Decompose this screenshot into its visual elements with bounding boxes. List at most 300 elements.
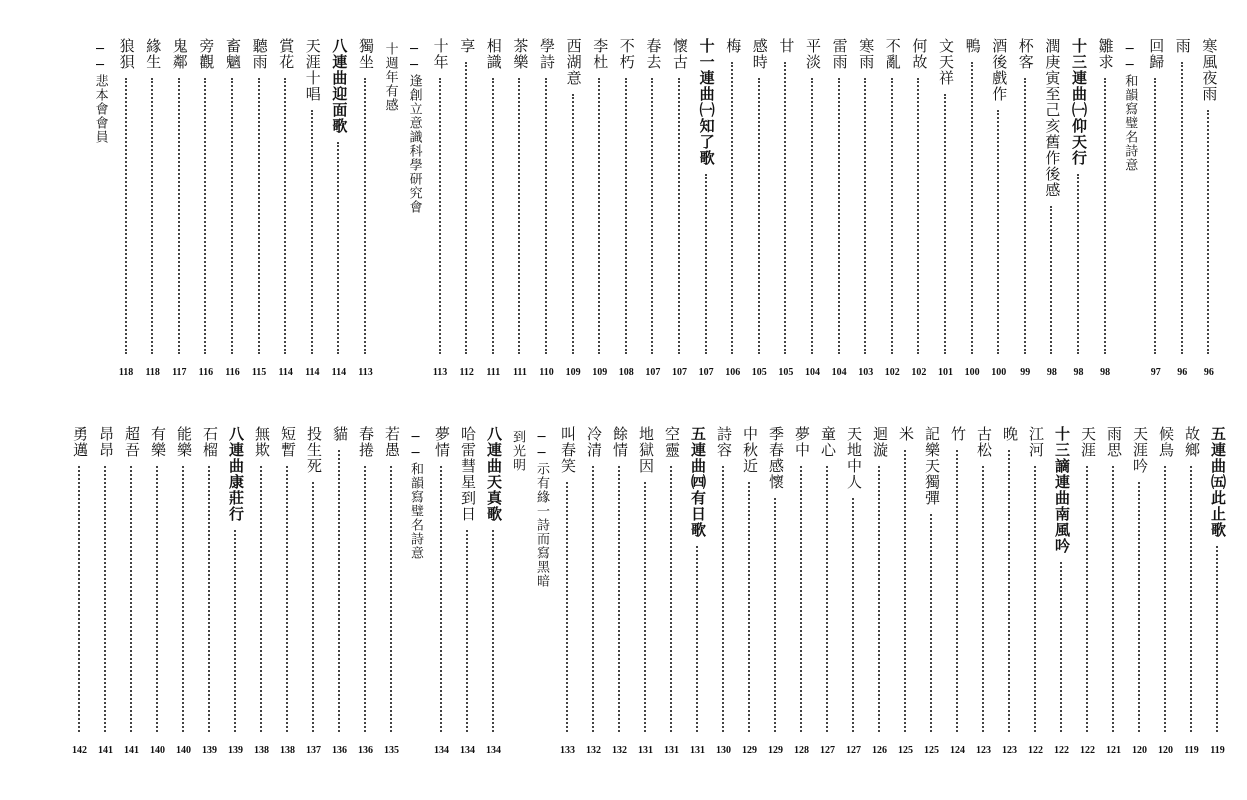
dot-leader: [644, 482, 646, 732]
dot-leader: [492, 530, 494, 732]
toc-page-number: 128: [794, 745, 809, 756]
toc-entry-title: 記樂天獨彈: [923, 426, 941, 506]
toc-entry-title: 賞花: [277, 38, 296, 70]
dot-leader: [731, 62, 733, 354]
toc-entry[interactable]: [533, 38, 560, 378]
toc-entry[interactable]: [772, 38, 799, 378]
toc-page-number: 111: [512, 367, 527, 378]
toc-entry-title: 李杜: [591, 38, 610, 70]
toc-entry[interactable]: [580, 426, 607, 756]
toc-page-number: 109: [565, 367, 581, 378]
toc-section-heading: 十三謫連曲南風吟: [1053, 426, 1071, 554]
dot-leader: [784, 62, 786, 354]
toc-entry-title: 寒風夜雨: [1200, 38, 1219, 102]
toc-entry[interactable]: [826, 38, 853, 378]
toc-entry-title: 若愚: [383, 426, 401, 458]
toc-page-number: 133: [560, 745, 575, 756]
toc-entry-title: 鴨: [963, 38, 982, 54]
toc-page-number: 109: [592, 367, 608, 378]
toc-page-number: 96: [1203, 367, 1214, 378]
toc-entry-title: 杯客: [1016, 38, 1035, 70]
dot-leader: [956, 450, 958, 732]
toc-entry-title: 享: [458, 38, 477, 54]
dot-leader: [286, 466, 288, 732]
dot-leader: [566, 482, 568, 732]
toc-entry[interactable]: [139, 38, 166, 378]
toc-entry[interactable]: [736, 426, 763, 756]
toc-entry[interactable]: [613, 38, 640, 378]
dot-leader: [1050, 206, 1052, 354]
toc-entry[interactable]: [788, 426, 815, 756]
toc-entry-title: 冷清: [585, 426, 603, 458]
dot-leader: [758, 78, 760, 354]
toc-page-number: 119: [1184, 745, 1199, 756]
toc-page-number: 107: [645, 367, 661, 378]
toc-page-number: 141: [124, 745, 139, 756]
toc-entry-title: 詩容: [715, 426, 733, 458]
toc-entry[interactable]: [427, 38, 454, 378]
toc-page-number: 125: [924, 745, 939, 756]
dot-leader: [337, 142, 339, 354]
toc-entry[interactable]: [840, 426, 867, 756]
toc-entry[interactable]: [246, 38, 273, 378]
toc-entry-title: 緣生: [144, 38, 163, 70]
toc-entry[interactable]: [684, 426, 711, 756]
toc-section-heading: 十三連曲㈠仰天行: [1070, 38, 1088, 166]
toc-page-number: 126: [872, 745, 887, 756]
toc-entry-title: 江河: [1027, 426, 1045, 458]
toc-page-number: 118: [145, 367, 160, 378]
toc-entry-title: 雛求: [1096, 38, 1115, 70]
toc-page-number: 98: [1100, 367, 1111, 378]
dot-leader: [1024, 78, 1026, 354]
toc-page-number: 120: [1158, 745, 1173, 756]
toc-page-number: 98: [1073, 367, 1084, 378]
dot-leader: [982, 466, 984, 732]
dot-leader: [930, 514, 932, 732]
dot-leader: [748, 482, 750, 732]
toc-entry[interactable]: [196, 426, 223, 756]
toc-page-number: 104: [831, 367, 847, 378]
toc-page-number: 135: [384, 745, 399, 756]
toc-entry[interactable]: [905, 38, 932, 378]
toc-page-number: 98: [1046, 367, 1057, 378]
toc-entry[interactable]: [66, 426, 93, 756]
toc-entry[interactable]: [1100, 426, 1127, 756]
toc-page-number: 140: [176, 745, 191, 756]
toc-page-number: 140: [150, 745, 165, 756]
toc-entry[interactable]: [113, 38, 140, 378]
toc-section-heading: 五連曲㈣有日歌: [689, 426, 707, 538]
toc-entry[interactable]: [1169, 38, 1196, 378]
toc-page-number: 142: [72, 745, 87, 756]
dot-leader: [178, 78, 180, 354]
toc-page-number: 112: [459, 367, 474, 378]
toc-entry-title: 地獄因: [637, 426, 655, 474]
toc-entry-title: 石榴: [201, 426, 219, 458]
dot-leader: [572, 94, 574, 354]
toc-subtitle: ──示有緣一詩而寫黑暗: [534, 430, 549, 588]
toc-entry[interactable]: [693, 38, 720, 378]
toc-entry[interactable]: [325, 38, 352, 378]
toc-page-number: 124: [950, 745, 965, 756]
dot-leader: [338, 450, 340, 732]
toc-page-number: 111: [486, 367, 501, 378]
toc-entry[interactable]: [1074, 426, 1101, 756]
toc-entry[interactable]: [879, 38, 906, 378]
toc-entry-title: 春去: [644, 38, 663, 70]
dot-leader: [439, 78, 441, 354]
dot-leader: [311, 110, 313, 354]
toc-entry[interactable]: [1048, 426, 1075, 756]
toc-page-number: 122: [1028, 745, 1043, 756]
toc-entry-title: 叫春笑: [559, 426, 577, 474]
toc-entry[interactable]: [746, 38, 773, 378]
toc-entry[interactable]: [1195, 38, 1222, 378]
dot-leader: [258, 78, 260, 354]
toc-page-number: 100: [964, 367, 980, 378]
dot-leader: [997, 110, 999, 354]
toc-page-number: 139: [202, 745, 217, 756]
toc-entry-title: 竹: [949, 426, 967, 442]
toc-entry[interactable]: [918, 426, 945, 756]
toc-entry-title: 潤庚寅至己亥舊作後感: [1043, 38, 1062, 198]
toc-entry-title: 短暫: [279, 426, 297, 458]
dot-leader: [678, 78, 680, 354]
toc-entry-title: 投生死: [305, 426, 323, 474]
dot-leader: [878, 466, 880, 732]
dot-leader: [1008, 450, 1010, 732]
toc-page-number: 105: [751, 367, 767, 378]
toc-entry-title: 哈雷彗星到日: [459, 426, 477, 522]
dot-leader: [390, 466, 392, 732]
toc-page-number: 141: [98, 745, 113, 756]
toc-entry[interactable]: [299, 38, 326, 378]
toc-entry[interactable]: [248, 426, 275, 756]
toc-page-number: 119: [1210, 745, 1225, 756]
dot-leader: [1190, 466, 1192, 732]
toc-entry-title: 中秋近: [741, 426, 759, 474]
toc-page-number: 134: [486, 745, 501, 756]
toc-entry-title: 不朽: [617, 38, 636, 70]
dot-leader: [852, 498, 854, 732]
dot-leader: [364, 78, 366, 354]
toc-entry[interactable]: [666, 38, 693, 378]
dot-leader: [917, 78, 919, 354]
toc-page-number: 114: [278, 367, 293, 378]
toc-page-number: 137: [306, 745, 321, 756]
dot-leader: [826, 466, 828, 732]
toc-entry[interactable]: [932, 38, 959, 378]
toc-entry-title: 獨坐: [357, 38, 375, 70]
toc-subtitle: 到光明: [510, 430, 525, 472]
dot-leader: [364, 466, 366, 732]
dot-leader: [151, 78, 153, 354]
dot-leader: [492, 78, 494, 354]
toc-page-number: 139: [228, 745, 243, 756]
toc-entry[interactable]: [658, 426, 685, 756]
dot-leader: [545, 78, 547, 354]
toc-page-number: 134: [460, 745, 475, 756]
toc-page-number: 106: [725, 367, 741, 378]
toc-page-number: 127: [846, 745, 861, 756]
dot-leader: [1104, 78, 1106, 354]
dot-leader: [1077, 174, 1079, 354]
toc-entry[interactable]: [554, 426, 581, 756]
toc-entry[interactable]: [454, 426, 481, 756]
toc-entry-title: 古松: [975, 426, 993, 458]
toc-entry-title: 文天祥: [937, 38, 955, 86]
dot-leader: [130, 466, 132, 732]
toc-entry[interactable]: [710, 426, 737, 756]
toc-entry-title: 何故: [910, 38, 929, 70]
toc-entry[interactable]: [606, 426, 633, 756]
toc-entry-title: 學詩: [538, 38, 556, 70]
dot-leader: [1034, 466, 1036, 732]
toc-page-number: 122: [1080, 745, 1095, 756]
toc-page-number: 116: [225, 367, 240, 378]
toc-entry-title: 晚: [1001, 426, 1019, 442]
dot-leader: [78, 466, 80, 732]
toc-entry-title: 夢情: [433, 426, 451, 458]
toc-entry[interactable]: [170, 426, 197, 756]
toc-entry[interactable]: [92, 426, 119, 756]
toc-page-number: 115: [251, 367, 267, 378]
toc-entry[interactable]: [814, 426, 841, 756]
toc-entry-title: 西湖意: [564, 38, 583, 86]
toc-entry[interactable]: [1022, 426, 1049, 756]
toc-entry[interactable]: [219, 38, 246, 378]
toc-entry-title: 茶樂: [511, 38, 530, 70]
toc-page-number: 118: [118, 367, 134, 378]
toc-section-heading: 十一連曲㈠知了歌: [697, 38, 716, 166]
toc-entry[interactable]: [352, 426, 379, 756]
dot-leader: [231, 78, 233, 354]
toc-entry[interactable]: [560, 38, 587, 378]
toc-entry-title: 天涯十唱: [303, 38, 322, 102]
dot-leader: [465, 62, 467, 354]
toc-page-number: 107: [672, 367, 687, 378]
toc-entry[interactable]: [1152, 426, 1179, 756]
toc-entry-title: 雷雨: [830, 38, 849, 70]
dot-leader: [440, 466, 442, 732]
toc-entry[interactable]: [428, 426, 455, 756]
toc-entry[interactable]: [799, 38, 826, 378]
dot-leader: [1154, 78, 1156, 354]
toc-entry[interactable]: [1012, 38, 1039, 378]
toc-entry-title: 能樂: [175, 426, 193, 458]
dot-leader: [838, 78, 840, 354]
toc-page-number: 130: [716, 745, 731, 756]
toc-entry-title: 無欺: [253, 426, 271, 458]
toc-entry[interactable]: [378, 426, 405, 756]
toc-entry[interactable]: [326, 426, 353, 756]
toc-entry-title: 貓: [331, 426, 349, 442]
toc-entry-title: 季春感懷: [767, 426, 785, 490]
toc-entry[interactable]: [959, 38, 986, 378]
toc-entry[interactable]: [586, 38, 613, 378]
toc-page-number: 102: [884, 367, 900, 378]
toc-page-number: 99: [1020, 367, 1031, 378]
toc-entry-title: 聽雨: [250, 38, 269, 70]
toc-entry-title: 天地中人: [845, 426, 863, 490]
toc-subtitle: ──和韻寫璧名詩意: [1122, 42, 1138, 172]
dot-leader: [1207, 110, 1209, 354]
toc-entry-title: 有樂: [149, 426, 167, 458]
toc-page-number: 131: [638, 745, 653, 756]
toc-page-number: 113: [432, 367, 448, 378]
toc-entry-title: 迴漩: [871, 426, 889, 458]
toc-entry-title: 夢中: [793, 426, 811, 458]
toc-page-number: 113: [358, 367, 373, 378]
toc-entry[interactable]: [719, 38, 746, 378]
toc-page-number: 123: [1002, 745, 1017, 756]
toc-entry[interactable]: [118, 426, 145, 756]
dot-leader: [971, 62, 973, 354]
dot-leader: [800, 466, 802, 732]
toc-entry[interactable]: [632, 426, 659, 756]
toc-entry[interactable]: [506, 38, 533, 378]
toc-entry-title: 平淡: [804, 38, 822, 70]
toc-band-top: [0, 38, 1247, 378]
toc-page-number: 138: [254, 745, 269, 756]
toc-entry-title: 童心: [819, 426, 837, 458]
toc-entry-title: 候鳥: [1157, 426, 1175, 458]
toc-entry-title: 十年: [431, 38, 450, 70]
dot-leader: [722, 466, 724, 732]
toc-page-number: 100: [991, 367, 1007, 378]
dot-leader: [1181, 62, 1183, 354]
toc-section-heading: 五連曲㈤此止歌: [1209, 426, 1227, 538]
toc-entry[interactable]: [480, 426, 507, 756]
toc-entry-title: 餘情: [611, 426, 629, 458]
toc-entry[interactable]: [996, 426, 1023, 756]
dot-leader: [891, 78, 893, 354]
dot-leader: [1112, 466, 1114, 732]
toc-entry[interactable]: [944, 426, 971, 756]
dot-leader: [670, 466, 672, 732]
toc-entry-title: 旁觀: [197, 38, 216, 70]
dot-leader: [864, 78, 866, 354]
toc-entry[interactable]: [1178, 426, 1205, 756]
toc-entry[interactable]: [272, 38, 299, 378]
toc-entry[interactable]: [192, 38, 219, 378]
toc-page-number: 132: [586, 745, 601, 756]
dot-leader: [156, 466, 158, 732]
dot-leader: [944, 94, 946, 354]
toc-page-number: 103: [858, 367, 874, 378]
toc-entry-title: 不亂: [883, 38, 902, 70]
dot-leader: [208, 466, 210, 732]
toc-entry[interactable]: [1204, 426, 1231, 756]
toc-entry-title: 雨思: [1105, 426, 1123, 458]
toc-page-number: 134: [434, 745, 449, 756]
toc-entry[interactable]: [892, 426, 919, 756]
toc-entry-title: 狼狽: [117, 38, 136, 70]
dot-leader: [234, 530, 236, 732]
toc-page-number: 107: [698, 367, 714, 378]
toc-entry-title: 回歸: [1147, 38, 1166, 70]
dot-leader: [618, 466, 620, 732]
toc-entry[interactable]: [1092, 38, 1119, 378]
toc-page-number: 131: [664, 745, 679, 756]
toc-subtitle: ──悲本會會員: [92, 42, 108, 144]
toc-page-number: 121: [1106, 745, 1121, 756]
dot-leader: [260, 466, 262, 732]
dot-leader: [696, 546, 698, 732]
toc-entry[interactable]: [453, 38, 480, 378]
toc-page-number: 129: [768, 745, 783, 756]
toc-page-number: 132: [612, 745, 627, 756]
toc-entry-title: 春捲: [357, 426, 375, 458]
toc-page-number: 117: [172, 367, 187, 378]
toc-entry[interactable]: [144, 426, 171, 756]
toc-entry[interactable]: [639, 38, 666, 378]
toc-entry-title: 天涯: [1079, 426, 1097, 458]
dot-leader: [1138, 482, 1140, 732]
toc-entry[interactable]: [480, 38, 507, 378]
dot-leader: [774, 498, 776, 732]
toc-entry[interactable]: [1142, 38, 1169, 378]
toc-entry[interactable]: [352, 38, 379, 378]
toc-page-number: 104: [805, 367, 820, 378]
dot-leader: [651, 78, 653, 354]
dot-leader: [182, 466, 184, 732]
toc-entry[interactable]: [985, 38, 1012, 378]
toc-entry[interactable]: [866, 426, 893, 756]
toc-entry[interactable]: [274, 426, 301, 756]
toc-entry[interactable]: [762, 426, 789, 756]
dot-leader: [705, 174, 707, 354]
dot-leader: [312, 482, 314, 732]
toc-entry[interactable]: [166, 38, 193, 378]
toc-entry[interactable]: [1126, 426, 1153, 756]
dot-leader: [1060, 562, 1062, 732]
toc-entry[interactable]: [300, 426, 327, 756]
dot-leader: [811, 78, 813, 354]
toc-page-number: 108: [618, 367, 634, 378]
toc-entry-title: 天涯吟: [1131, 426, 1149, 474]
toc-entry[interactable]: [852, 38, 879, 378]
toc-entry[interactable]: [222, 426, 249, 756]
toc-page-number: 122: [1054, 745, 1069, 756]
toc-page-number: 136: [332, 745, 347, 756]
toc-entry-title: 酒後戲作: [990, 38, 1009, 102]
toc-entry[interactable]: [970, 426, 997, 756]
toc-entry-title: 超吾: [123, 426, 141, 458]
toc-entry-title: 梅: [724, 38, 743, 54]
toc-entry-title: 空靈: [663, 426, 681, 458]
dot-leader: [1216, 546, 1218, 732]
toc-page-number: 101: [938, 367, 953, 378]
toc-section-heading: 八連曲天真歌: [485, 426, 503, 522]
toc-entry-title: 米: [897, 426, 915, 442]
toc-entry[interactable]: [1065, 38, 1092, 378]
dot-leader: [104, 466, 106, 732]
dot-leader: [466, 530, 468, 732]
toc-section-heading: 八連曲康莊行: [227, 426, 245, 522]
toc-page-number: 102: [911, 367, 927, 378]
dot-leader: [904, 450, 906, 732]
toc-entry[interactable]: [1038, 38, 1065, 378]
toc-page-number: 136: [358, 745, 373, 756]
toc-entry-title: 寒雨: [857, 38, 876, 70]
toc-page-number: 138: [280, 745, 295, 756]
dot-leader: [284, 78, 286, 354]
toc-page-number: 114: [331, 367, 347, 378]
toc-page-number: 97: [1150, 367, 1161, 378]
toc-page-number: 129: [742, 745, 757, 756]
